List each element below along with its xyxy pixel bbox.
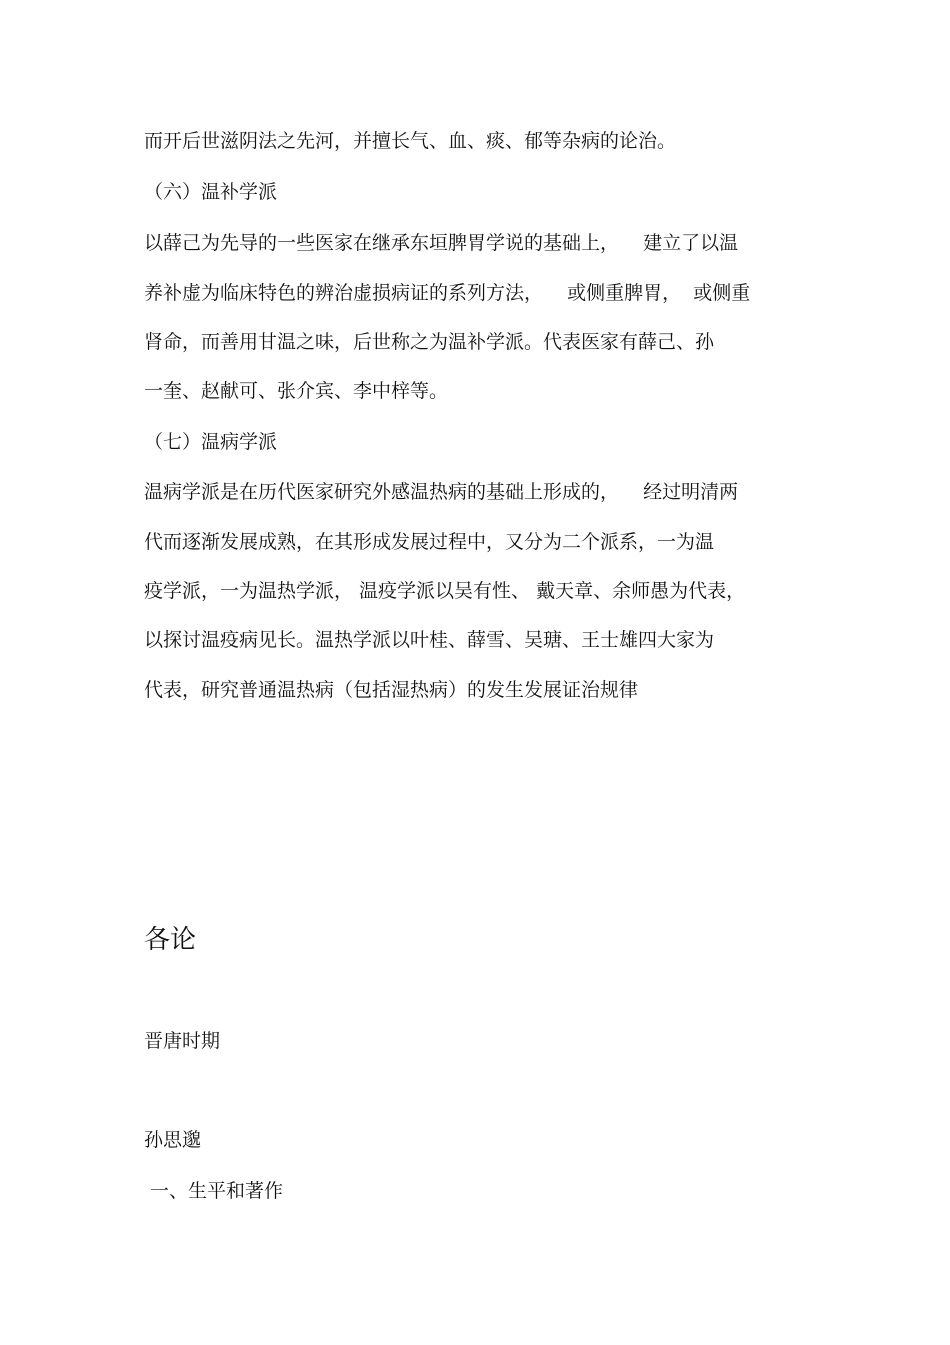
text-line: 疫学派，一为温热学派， 温疫学派以吴有性、 戴天章、余师愚为代表，	[144, 580, 746, 602]
text-line: 温病学派是在历代医家研究外感温热病的基础上形成的， 经过明清两	[144, 481, 739, 503]
period-heading: 晋唐时期	[144, 1030, 221, 1052]
text-line: 代表，研究普通温热病（包括湿热病）的发生发展证治规律	[144, 679, 639, 701]
text-line: 代而逐渐发展成熟，在其形成发展过程中，又分为二个派系，一为温	[144, 531, 715, 553]
text-line: 一奎、赵献可、张介宾、李中梓等。	[144, 380, 449, 402]
subsection-heading: 一、生平和著作	[144, 1180, 284, 1202]
text-line: 养补虚为临床特色的辨治虚损病证的系列方法， 或侧重脾胃， 或侧重	[144, 282, 751, 304]
person-heading: 孙思邈	[144, 1129, 202, 1151]
subheading-wenbu: （六）温补学派	[144, 181, 278, 203]
subheading-wenbing: （七）温病学派	[144, 431, 278, 453]
text-line: 以薛己为先导的一些医家在继承东垣脾胃学说的基础上， 建立了以温	[144, 232, 739, 254]
text-line: 而开后世滋阴法之先河，并擅长气、血、痰、郁等杂病的论治。	[144, 130, 677, 152]
section-title: 各论	[144, 925, 197, 955]
text-line: 以探讨温疫病见长。温热学派以叶桂、薛雪、吴瑭、王士雄四大家为	[144, 629, 715, 651]
text-line: 肾命，而善用甘温之味，后世称之为温补学派。代表医家有薛己、孙	[144, 331, 715, 353]
